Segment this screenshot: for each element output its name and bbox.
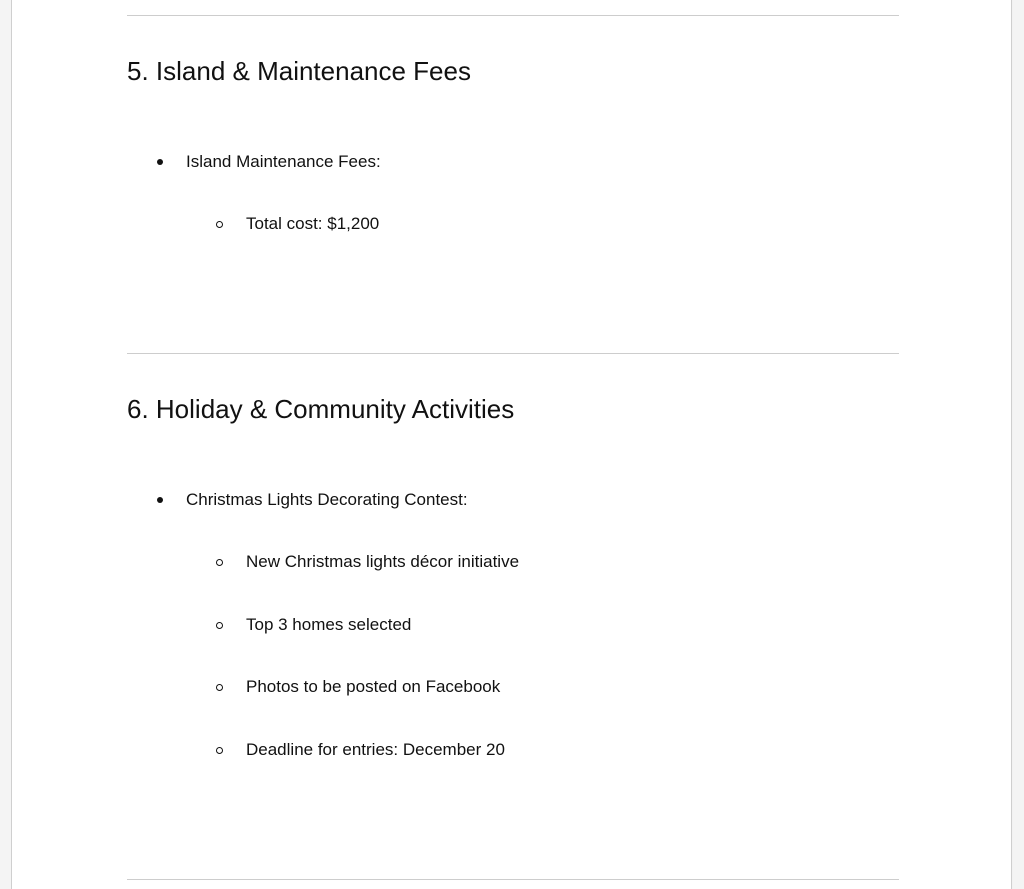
bullet-disc-icon — [157, 159, 163, 165]
bullet-circle-icon — [216, 622, 223, 629]
section-heading: 5. Island & Maintenance Fees — [127, 56, 471, 86]
bullet-item: Christmas Lights Decorating Contest: — [186, 490, 468, 509]
section-divider — [127, 879, 899, 880]
bullet-disc-icon — [157, 497, 163, 503]
sub-bullet-item: Deadline for entries: December 20 — [246, 740, 505, 759]
left-margin — [0, 0, 11, 889]
document-page[interactable] — [11, 0, 1012, 889]
bullet-circle-icon — [216, 221, 223, 228]
sub-bullet-item: Total cost: $1,200 — [246, 214, 380, 233]
bullet-circle-icon — [216, 559, 223, 566]
sub-bullet-item: Top 3 homes selected — [246, 615, 412, 634]
sub-bullet-item: Photos to be posted on Facebook — [246, 677, 501, 696]
bullet-item: Island Maintenance Fees: — [186, 152, 381, 171]
bullet-circle-icon — [216, 684, 223, 691]
sub-bullet-item: New Christmas lights décor initiative — [246, 552, 520, 571]
section-divider — [127, 353, 899, 354]
bullet-circle-icon — [216, 747, 223, 754]
section-divider — [127, 15, 899, 16]
section-heading: 6. Holiday & Community Activities — [127, 394, 515, 424]
right-margin — [1013, 0, 1024, 889]
